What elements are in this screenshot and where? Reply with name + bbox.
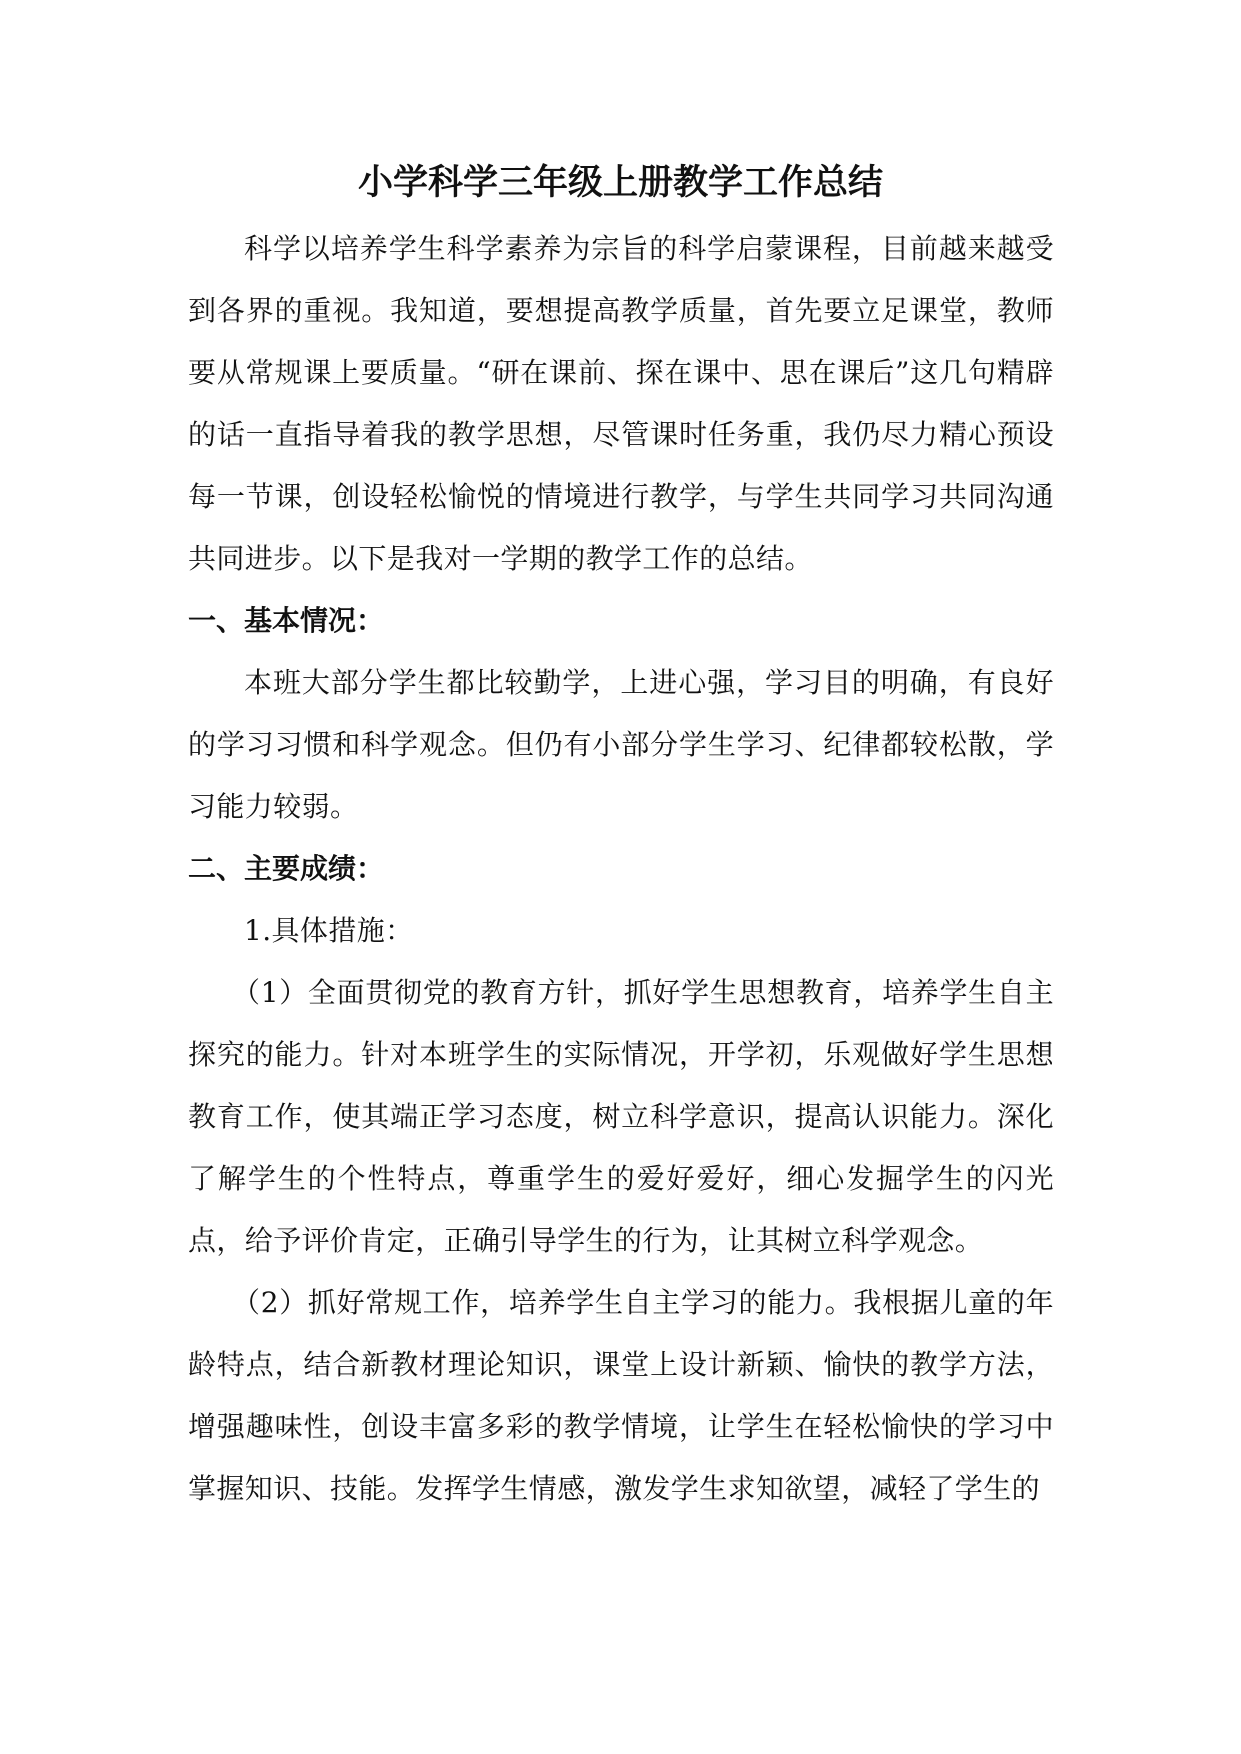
basic-situation-paragraph: 本班大部分学生都比较勤学，上进心强，学习目的明确，有良好的学习习惯和科学观念。但仍有小部分学生学习、纪律都较松散，学习能力较弱。 [188, 666, 1054, 823]
measure-item-2: （2）抓好常规工作，培养学生自主学习的能力。我根据儿童的年龄特点，结合新教材理论知识，课堂上设计新颖、愉快的教学方法，增强趣味性，创设丰富多彩的教学情境，让学生在轻松愉快的学习中掌握知识、技能。发挥学生情感，激发学生求知欲望，减轻了学生的 [188, 1286, 1054, 1505]
subheading-specific-measures: 1.具体措施： [244, 914, 414, 947]
section-heading-main-results: 二、主要成绩： [188, 852, 385, 885]
document-title: 小学科学三年级上册教学工作总结 [357, 162, 883, 203]
measure-item-1: （1）全面贯彻党的教育方针，抓好学生思想教育，培养学生自主探究的能力。针对本班学生的实际情况，开学初，乐观做好学生思想教育工作，使其端正学习态度，树立科学意识，提高认识能力。深化了解学生的个性特点，尊重学生的爱好爱好，细心发掘学生的闪光点，给予评价肯定，正确引导学生的行为，让其树立科学观念。 [188, 976, 1054, 1257]
document-body [188, 218, 1054, 1520]
section-heading-basic-situation: 一、基本情况： [188, 604, 385, 637]
intro-paragraph: 科学以培养学生科学素养为宗旨的科学启蒙课程，目前越来越受到各界的重视。我知道，要想提高教学质量，首先要立足课堂，教师要从常规课上要质量。“研在课前、探在课中、思在课后”这几句精辟的话一直指导着我的教学思想，尽管课时任务重，我仍尽力精心预设每一节课，创设轻松愉悦的情境进行教学，与学生共同学习共同沟通共同进步。以下是我对一学期的教学工作的总结。 [188, 232, 1054, 575]
